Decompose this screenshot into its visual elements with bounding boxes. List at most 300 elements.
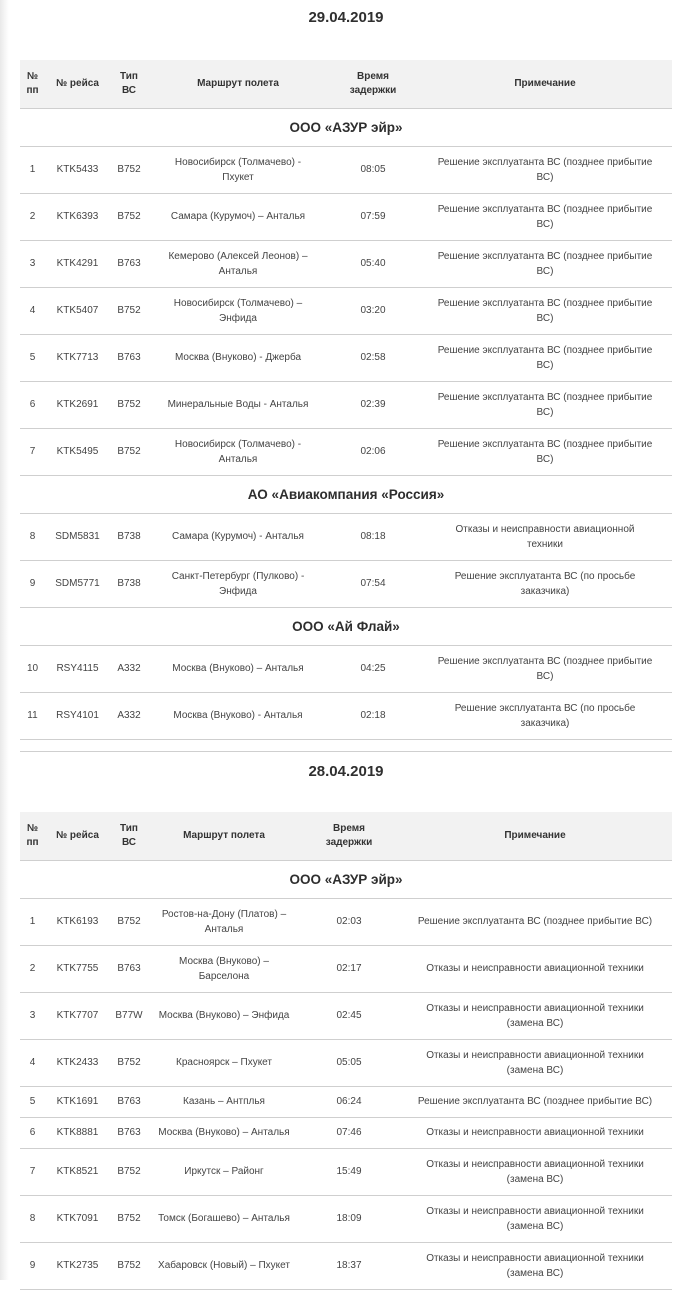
delay-note	[418, 146, 672, 193]
flight-number-text: KTK1691	[56, 1096, 99, 1107]
delay-note-text: Отказы и неисправности авиационной	[455, 523, 635, 535]
delay-note	[418, 645, 672, 692]
delay-note-text: ВС)	[536, 312, 554, 324]
delay-time	[328, 193, 418, 240]
table-row	[20, 1086, 672, 1117]
flight-number-text: KTK7755	[56, 963, 99, 974]
flight-number	[45, 193, 110, 240]
row-number-text: 2	[29, 211, 36, 222]
aircraft-type-text: B738	[117, 531, 141, 542]
aircraft-type	[110, 513, 148, 560]
aircraft-type	[110, 1242, 148, 1289]
delay-time-text: 02:39	[360, 399, 386, 410]
delay-time	[300, 1039, 398, 1086]
delay-note-text: ВС)	[536, 406, 554, 418]
flight-route-text: Новосибирск (Толмачево) -	[174, 156, 302, 168]
delay-note-text: (замена ВС)	[506, 1220, 564, 1232]
flight-number-text: KTK7091	[56, 1213, 99, 1224]
delay-note-text: ВС)	[536, 265, 554, 277]
delay-note-text: техники	[527, 538, 563, 550]
row-number	[20, 381, 45, 428]
delay-note-text: Отказы и неисправности авиационной техники	[426, 1158, 644, 1170]
aircraft-type-text: B752	[117, 1166, 141, 1177]
aircraft-type	[110, 381, 148, 428]
header-flight-text: № рейса	[56, 829, 99, 841]
flight-number-text: RSY4115	[56, 663, 99, 674]
table-row	[20, 287, 672, 334]
row-number-text: 4	[29, 1057, 36, 1068]
header-note	[418, 60, 672, 108]
flight-route-text: Москва (Внуково) - Анталья	[173, 710, 303, 721]
airline-group-row	[20, 607, 672, 645]
flight-route	[148, 945, 300, 992]
delay-note-text: Отказы и неисправности авиационной техники	[426, 1127, 644, 1138]
table-row	[20, 428, 672, 475]
flight-number	[45, 945, 110, 992]
aircraft-type-text: B752	[117, 399, 141, 410]
section-divider	[20, 751, 672, 752]
aircraft-type	[110, 692, 148, 739]
table-row	[20, 1148, 672, 1195]
table-row	[20, 898, 672, 945]
row-number	[20, 898, 45, 945]
delay-note-text: Решение эксплуатанта ВС (позднее прибытие	[437, 438, 653, 450]
delay-note-text: Решение эксплуатанта ВС (по просьбе	[454, 702, 636, 714]
flight-number-text: KTK6393	[56, 211, 99, 222]
flight-route-text: Москва (Внуково) – Анталья	[172, 663, 304, 674]
delay-note	[418, 193, 672, 240]
delay-note	[398, 898, 672, 945]
flight-number-text: KTK8881	[56, 1127, 99, 1138]
flight-route-text: Казань – Антплья	[183, 1096, 265, 1107]
row-number	[20, 287, 45, 334]
table-row	[20, 193, 672, 240]
header-note-text: Примечание	[514, 77, 576, 89]
airline-group-row	[20, 860, 672, 898]
delay-note	[418, 334, 672, 381]
aircraft-type-text: B763	[117, 352, 141, 363]
flight-number-text: SDM5831	[55, 531, 100, 542]
aircraft-type-text: B77W	[115, 1010, 143, 1021]
date-heading: 29.04.2019	[308, 9, 384, 26]
flight-route-text: Санкт-Петербург (Пулково) -	[171, 570, 305, 582]
row-number-text: 9	[29, 1260, 36, 1271]
airline-name: ООО «Ай Флай»	[20, 607, 672, 645]
flight-number-text: KTK6193	[56, 916, 99, 927]
flight-route-text: Кемерово (Алексей Леонов) –	[168, 250, 308, 262]
flight-number	[45, 692, 110, 739]
delay-note-text: Отказы и неисправности авиационной техники	[426, 963, 644, 974]
delay-note-text: (замена ВС)	[506, 1017, 564, 1029]
delay-note	[398, 1086, 672, 1117]
delay-note-text: Решение эксплуатанта ВС (позднее прибытие	[437, 203, 653, 215]
delay-note-text: заказчика)	[520, 585, 570, 597]
delay-time	[328, 287, 418, 334]
flight-route-text: Москва (Внуково) – Анталья	[158, 1127, 290, 1138]
delay-note	[398, 992, 672, 1039]
flight-number	[45, 428, 110, 475]
flight-number	[45, 1086, 110, 1117]
flight-route	[148, 1148, 300, 1195]
table-row	[20, 146, 672, 193]
flight-route-text: Барселона	[198, 970, 250, 982]
row-number	[20, 334, 45, 381]
aircraft-type	[110, 560, 148, 607]
table-row	[20, 992, 672, 1039]
delay-time-text: 02:03	[336, 916, 362, 927]
flight-number	[45, 334, 110, 381]
header-type-text: Тип	[120, 70, 138, 82]
delay-time-text: 02:06	[360, 446, 386, 457]
flight-route-text: Пхукет	[222, 171, 254, 183]
aircraft-type	[110, 992, 148, 1039]
delay-time-text: 15:49	[336, 1166, 362, 1177]
flight-number-text: KTK2433	[56, 1057, 99, 1068]
row-number	[20, 513, 45, 560]
row-number	[20, 1039, 45, 1086]
row-number	[20, 992, 45, 1039]
flight-route	[148, 193, 328, 240]
delay-note-text: (замена ВС)	[506, 1064, 564, 1076]
table-row	[20, 240, 672, 287]
delay-time	[300, 1242, 398, 1289]
aircraft-type-text: B752	[117, 164, 141, 175]
delay-time	[300, 1086, 398, 1117]
flight-number	[45, 1148, 110, 1195]
flight-delay-table	[20, 812, 672, 1290]
aircraft-type-text: B752	[117, 916, 141, 927]
delay-time-text: 05:40	[360, 258, 386, 269]
delay-time-text: 18:09	[336, 1213, 362, 1224]
row-number-text: 6	[29, 399, 36, 410]
flight-route-text: Иркутск – Районг	[184, 1166, 264, 1177]
flight-route-text: Анталья	[204, 923, 244, 935]
flight-number	[45, 146, 110, 193]
aircraft-type-text: B763	[117, 1096, 141, 1107]
aircraft-type	[110, 193, 148, 240]
delay-time	[300, 945, 398, 992]
header-number-text: №	[26, 822, 39, 834]
row-number-text: 1	[29, 916, 36, 927]
flight-route	[148, 898, 300, 945]
delay-note-text: Решение эксплуатанта ВС (позднее прибытие	[437, 655, 653, 667]
aircraft-type-text: B763	[117, 963, 141, 974]
header-type-text: ВС	[121, 84, 137, 96]
row-number	[20, 1195, 45, 1242]
delay-note	[418, 428, 672, 475]
aircraft-type-text: A332	[117, 663, 141, 674]
airline-name: ООО «АЗУР эйр»	[20, 108, 672, 146]
row-number-text: 8	[29, 1213, 36, 1224]
aircraft-type	[110, 287, 148, 334]
delay-time-text: 06:24	[336, 1096, 362, 1107]
row-number-text: 7	[29, 446, 36, 457]
row-number-text: 5	[29, 1096, 36, 1107]
flight-number-text: KTK5433	[56, 164, 99, 175]
aircraft-type-text: B763	[117, 258, 141, 269]
header-route	[148, 60, 328, 108]
row-number-text: 3	[29, 1010, 36, 1021]
delay-note-text: Отказы и неисправности авиационной техники	[426, 1002, 644, 1014]
flight-route-text: Энфида	[219, 585, 257, 597]
flight-route	[148, 1086, 300, 1117]
aircraft-type-text: B752	[117, 211, 141, 222]
header-number-text: пп	[26, 84, 39, 96]
aircraft-type	[110, 334, 148, 381]
header-note	[398, 812, 672, 860]
flight-route	[148, 381, 328, 428]
delay-note-text: Решение эксплуатанта ВС (позднее прибытие ВС)	[417, 916, 653, 927]
delay-note	[418, 240, 672, 287]
flight-number	[45, 992, 110, 1039]
delay-time	[328, 146, 418, 193]
delay-time-text: 02:45	[336, 1010, 362, 1021]
table-row	[20, 945, 672, 992]
row-number-text: 8	[29, 531, 36, 542]
flight-route	[148, 334, 328, 381]
header-number	[20, 60, 45, 108]
aircraft-type	[110, 645, 148, 692]
flight-number-text: KTK7713	[56, 352, 99, 363]
aircraft-type-text: A332	[117, 710, 141, 721]
table-row	[20, 560, 672, 607]
aircraft-type	[110, 146, 148, 193]
header-delay	[300, 812, 398, 860]
flight-number	[45, 1242, 110, 1289]
flight-route-text: Красноярск – Пхукет	[176, 1057, 272, 1068]
row-number	[20, 945, 45, 992]
flight-number	[45, 1195, 110, 1242]
delay-time-text: 03:20	[360, 305, 386, 316]
header-aircraft-type	[110, 60, 148, 108]
table-row	[20, 645, 672, 692]
flight-route-text: Москва (Внуково) –	[179, 955, 269, 967]
delay-time	[328, 381, 418, 428]
flight-number-text: KTK5407	[56, 305, 99, 316]
delay-note-text: ВС)	[536, 670, 554, 682]
aircraft-type	[110, 898, 148, 945]
delay-note-text: ВС)	[536, 359, 554, 371]
date-heading: 28.04.2019	[308, 763, 384, 780]
header-route	[148, 812, 300, 860]
delay-note-text: Отказы и неисправности авиационной техники	[426, 1205, 644, 1217]
flight-number	[45, 560, 110, 607]
table-row	[20, 1117, 672, 1148]
row-number	[20, 645, 45, 692]
delay-note-text: (замена ВС)	[506, 1267, 564, 1279]
flight-route	[148, 560, 328, 607]
delay-time	[328, 240, 418, 287]
airline-group-row	[20, 475, 672, 513]
flight-number	[45, 287, 110, 334]
flight-number	[45, 898, 110, 945]
row-number	[20, 240, 45, 287]
delay-time-text: 08:18	[360, 531, 386, 542]
delay-time	[300, 898, 398, 945]
date-section	[20, 2, 672, 752]
delay-time	[328, 428, 418, 475]
table-bottom-gap	[20, 740, 672, 751]
delay-time	[300, 1117, 398, 1148]
delay-note-text: заказчика)	[520, 717, 570, 729]
row-number	[20, 146, 45, 193]
header-flight	[45, 812, 110, 860]
table-row	[20, 1242, 672, 1289]
flight-route	[148, 1039, 300, 1086]
flight-route-text: Ростов-на-Дону (Платов) –	[161, 908, 287, 920]
delay-note-text: Решение эксплуатанта ВС (позднее прибытие	[437, 250, 653, 262]
airline-name: АО «Авиакомпания «Россия»	[20, 475, 672, 513]
table-row	[20, 513, 672, 560]
flight-route-text: Новосибирск (Толмачево) -	[174, 438, 302, 450]
delay-note	[398, 1117, 672, 1148]
row-number-text: 1	[29, 164, 36, 175]
page-left-edge-shadow	[0, 0, 9, 1280]
aircraft-type	[110, 1086, 148, 1117]
delay-time-text: 02:17	[336, 963, 362, 974]
delay-time	[328, 334, 418, 381]
flight-route	[148, 645, 328, 692]
aircraft-type	[110, 240, 148, 287]
delay-time-text: 02:18	[360, 710, 386, 721]
header-route-text: Маршрут полета	[197, 77, 279, 89]
flight-number-text: KTK5495	[56, 446, 99, 457]
flight-route-text: Самара (Курумоч) - Анталья	[172, 531, 304, 542]
delay-time	[328, 645, 418, 692]
delay-note	[418, 560, 672, 607]
header-delay-text: Время	[333, 822, 365, 834]
row-number	[20, 1242, 45, 1289]
row-number	[20, 193, 45, 240]
delay-note-text: ВС)	[536, 453, 554, 465]
delay-time	[328, 513, 418, 560]
flight-route-text: Москва (Внуково) - Джерба	[174, 352, 302, 363]
delay-time-text: 04:25	[360, 663, 386, 674]
row-number-text: 6	[29, 1127, 36, 1138]
delay-note-text: ВС)	[536, 171, 554, 183]
delay-time-text: 07:46	[336, 1127, 362, 1138]
delay-time-text: 08:05	[360, 164, 386, 175]
flight-number	[45, 645, 110, 692]
aircraft-type	[110, 945, 148, 992]
delay-time	[300, 1195, 398, 1242]
delay-note	[398, 1148, 672, 1195]
delay-note	[418, 381, 672, 428]
airline-group-row	[20, 108, 672, 146]
aircraft-type-text: B752	[117, 1260, 141, 1271]
table-row	[20, 381, 672, 428]
date-section	[20, 756, 672, 1290]
flight-route-text: Томск (Богашево) – Анталья	[158, 1213, 290, 1224]
row-number	[20, 1117, 45, 1148]
flight-route-text: Самара (Курумоч) – Анталья	[170, 211, 306, 222]
aircraft-type-text: B763	[117, 1127, 141, 1138]
delay-note	[418, 692, 672, 739]
header-flight	[45, 60, 110, 108]
row-number-text: 5	[29, 352, 36, 363]
flight-route-text: Энфида	[219, 312, 257, 324]
row-number-text: 7	[29, 1166, 36, 1177]
flight-route	[148, 287, 328, 334]
flight-route	[148, 428, 328, 475]
flight-route	[148, 1195, 300, 1242]
aircraft-type	[110, 1195, 148, 1242]
row-number	[20, 1148, 45, 1195]
flight-route	[148, 240, 328, 287]
flight-number	[45, 1039, 110, 1086]
delay-note	[398, 1195, 672, 1242]
header-type-text: Тип	[120, 822, 138, 834]
flight-number-text: KTK4291	[56, 258, 99, 269]
airline-name: ООО «АЗУР эйр»	[20, 860, 672, 898]
flight-route	[148, 146, 328, 193]
header-delay-text: задержки	[325, 836, 373, 848]
delay-time-text: 05:05	[336, 1057, 362, 1068]
flight-number-text: SDM5771	[55, 578, 100, 589]
flight-route-text: Анталья	[218, 453, 258, 465]
row-number	[20, 1086, 45, 1117]
header-delay-text: задержки	[349, 84, 397, 96]
delay-time	[328, 692, 418, 739]
flight-number-text: KTK8521	[56, 1166, 99, 1177]
table-row	[20, 334, 672, 381]
row-number-text: 4	[29, 305, 36, 316]
delay-time	[328, 560, 418, 607]
table-row	[20, 692, 672, 739]
flight-route	[148, 1242, 300, 1289]
table-header-row	[20, 812, 672, 860]
delay-note	[398, 1039, 672, 1086]
delay-time-text: 02:58	[360, 352, 386, 363]
flight-route	[148, 513, 328, 560]
flight-number	[45, 240, 110, 287]
delay-time-text: 07:54	[360, 578, 386, 589]
flight-number	[45, 1117, 110, 1148]
delay-note	[418, 513, 672, 560]
flight-route	[148, 692, 328, 739]
header-number-text: пп	[26, 836, 39, 848]
delay-time-text: 07:59	[360, 211, 386, 222]
flight-route-text: Анталья	[218, 265, 258, 277]
flight-route-text: Хабаровск (Новый) – Пхукет	[158, 1260, 290, 1271]
delay-note-text: (замена ВС)	[506, 1173, 564, 1185]
header-number	[20, 812, 45, 860]
row-number-text: 10	[26, 663, 39, 674]
delay-note-text: Решение эксплуатанта ВС (позднее прибытие	[437, 156, 653, 168]
header-type-text: ВС	[121, 836, 137, 848]
flight-number-text: RSY4101	[56, 710, 99, 721]
table-row	[20, 1039, 672, 1086]
flight-route-text: Новосибирск (Толмачево) –	[173, 297, 303, 309]
flight-number-text: KTK2735	[56, 1260, 99, 1271]
row-number-text: 3	[29, 258, 36, 269]
aircraft-type-text: B752	[117, 305, 141, 316]
delay-note	[398, 945, 672, 992]
aircraft-type	[110, 428, 148, 475]
header-delay-text: Время	[357, 70, 389, 82]
row-number	[20, 692, 45, 739]
aircraft-type	[110, 1117, 148, 1148]
delay-note-text: Решение эксплуатанта ВС (позднее прибытие	[437, 344, 653, 356]
flight-number-text: KTK2691	[56, 399, 99, 410]
aircraft-type-text: B738	[117, 578, 141, 589]
row-number-text: 2	[29, 963, 36, 974]
delay-note-text: Отказы и неисправности авиационной техники	[426, 1049, 644, 1061]
flight-route	[148, 992, 300, 1039]
delay-note-text: Решение эксплуатанта ВС (позднее прибытие	[437, 391, 653, 403]
header-aircraft-type	[110, 812, 148, 860]
delay-note-text: Отказы и неисправности авиационной техники	[426, 1252, 644, 1264]
